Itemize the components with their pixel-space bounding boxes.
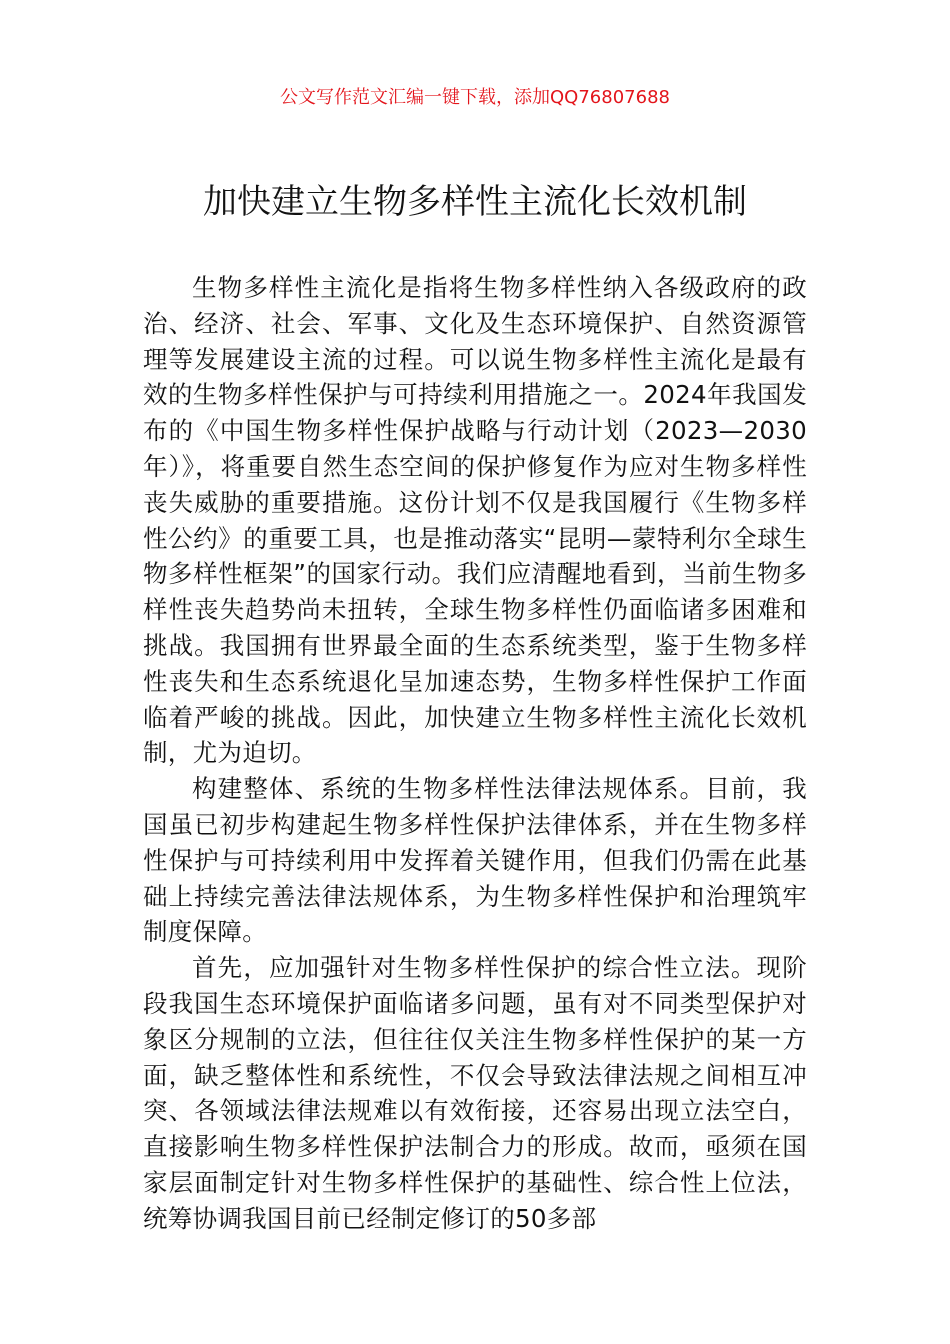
document-body [143,270,807,1237]
paragraph-intro: 生物多样性主流化是指将生物多样性纳入各级政府的政治、经济、社会、军事、文化及生态环境保护、自然资源管理等发展建设主流的过程。可以说生物多样性主流化是最有效的生物多样性保护与可持续利用措施之一。2024年我国发布的《中国生物多样性保护战略与行动计划（2023—2030年）》，将重要自然生态空间的保护修复作为应对生物多样性丧失威胁的重要措施。这份计划不仅是我国履行《生物多样性公约》的重要工具，也是推动落实“昆明—蒙特利尔全球生物多样性框架”的国家行动。我们应清醒地看到，当前生物多样性丧失趋势尚未扭转，全球生物多样性仍面临诸多困难和挑战。我国拥有世界最全面的生态系统类型，鉴于生物多样性丧失和生态系统退化呈加速态势，生物多样性保护工作面临着严峻的挑战。因此，加快建立生物多样性主流化长效机制，尤为迫切。 [143,273,807,768]
paragraph-legal-system: 构建整体、系统的生物多样性法律法规体系。目前，我国虽已初步构建起生物多样性保护法律体系，并在生物多样性保护与可持续利用中发挥着关键作用，但我们仍需在此基础上持续完善法律法规体系，为生物多样性保护和治理筑牢制度保障。 [143,774,807,947]
header-download-note: 公文写作范文汇编一键下载，添加QQ76807688 [280,87,670,108]
paragraph-comprehensive-legislation: 首先，应加强针对生物多样性保护的综合性立法。现阶段我国生态环境保护面临诸多问题，虽有对不同类型保护对象区分规制的立法，但往往仅关注生物多样性保护的某一方面，缺乏整体性和系统性，不仅会导致法律法规之间相互冲突、各领域法律法规难以有效衔接，还容易出现立法空白，直接影响生物多样性保护法制合力的形成。故而，亟须在国家层面制定针对生物多样性保护的基础性、综合性上位法，统筹协调我国目前已经制定修订的50多部 [143,953,807,1233]
document-title: 加快建立生物多样性主流化长效机制 [203,182,747,222]
